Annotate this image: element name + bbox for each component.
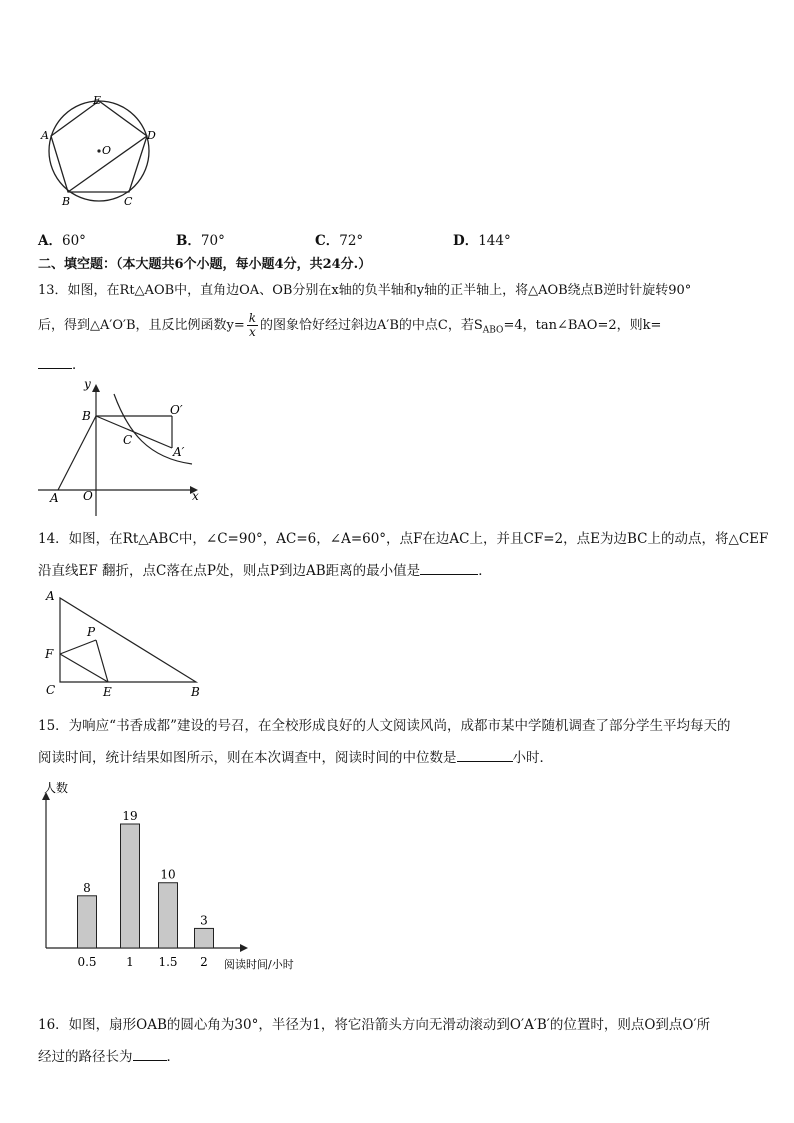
label-a: A	[41, 129, 49, 142]
bar-1	[121, 824, 140, 948]
q13-line2: 后，得到△A′O′B，且反比例函数y= $\frac{k}{x}$ 的图象恰好经过斜边A′B的中点C，若$S_{ABO}=4$，tan∠BAO=2，则k=	[38, 311, 662, 339]
choice-c: C．72°	[315, 233, 364, 249]
label-c: C	[46, 683, 56, 697]
x-tick-label: 0.5	[77, 955, 97, 969]
label-f: F	[45, 647, 54, 661]
label-o: O	[102, 144, 112, 157]
q14-line1: 14．如图，在Rt△ABC中，∠C=90°，AC=6，∠A=60°，点F在边AC上，并且CF=2，点E为边BC上的动点，将△CEF	[38, 531, 769, 547]
triangle-acb	[60, 598, 196, 682]
x-tick-label: 1.5	[158, 955, 178, 969]
label-b: B	[191, 685, 200, 699]
x-tick-label: 1	[126, 955, 134, 969]
bar-0.5	[78, 896, 97, 948]
label-x: x	[192, 489, 199, 503]
label-o-prime: O′	[170, 403, 183, 417]
q15-answer-blank	[457, 749, 513, 762]
segment-fp	[60, 640, 96, 654]
label-e: E	[103, 685, 112, 699]
x-axis-label: 阅读时间/小时	[224, 958, 294, 971]
bar-value-label: 19	[122, 809, 138, 823]
pentagon-circle-figure	[36, 88, 166, 236]
bar-value-label: 8	[83, 880, 91, 895]
label-o: O	[83, 489, 93, 503]
label-c: C	[123, 433, 133, 447]
y-axis-label: 人数	[44, 781, 69, 795]
q13-coordinate-figure	[36, 376, 206, 516]
bar-value-label: 10	[160, 867, 176, 882]
bar-2	[195, 928, 214, 948]
bar-value-label: 3	[200, 913, 208, 928]
label-a: A	[50, 491, 59, 505]
q16-answer-blank	[133, 1048, 167, 1061]
choice-a: A．60°	[38, 233, 86, 249]
label-p: P	[87, 625, 96, 639]
label-e: E	[93, 94, 102, 107]
q13-line1: 13．如图，在Rt△AOB中，直角边OA、OB分别在x轴的负半轴和y轴的正半轴上，将△AOB绕点B逆时针旋转90°	[38, 283, 692, 298]
q14-line2: 沿直线EF 翻折，点C落在点P处，则点P到边AB距离的最小值是 ．	[38, 563, 492, 579]
q14-answer-blank	[420, 562, 478, 575]
choice-d: D．144°	[453, 233, 511, 249]
q14-triangle-figure	[40, 586, 210, 700]
choice-b: B．70°	[176, 233, 225, 249]
bar-1.5	[159, 883, 178, 948]
section2-heading: 二、填空题：（本大题共6个小题，每小题4分，共24分.）	[38, 257, 372, 272]
x-axis-arrow	[240, 944, 248, 952]
label-y: y	[84, 377, 91, 391]
center-point-o	[97, 149, 100, 152]
reading-time-bar-chart	[36, 776, 336, 974]
q13-line3: ．	[38, 356, 86, 374]
label-c: C	[124, 195, 133, 208]
label-a: A	[46, 589, 55, 603]
q16-line2: 经过的路径长为 ．	[38, 1049, 180, 1065]
q13-answer-blank	[38, 356, 72, 369]
label-b: B	[82, 409, 91, 423]
segment-ab	[58, 416, 96, 490]
q15-line1: 15．为响应“书香成都”建设的号召，在全校形成良好的人文阅读风尚，成都市某中学随机调查了部分学生平均每天的	[38, 718, 731, 734]
q15-line2: 阅读时间，统计结果如图所示，则在本次调查中，阅读时间的中位数是 小时．	[38, 750, 553, 766]
label-d: D	[147, 129, 156, 142]
x-tick-label: 2	[200, 955, 208, 969]
label-b: B	[62, 195, 71, 208]
q16-line1: 16．如图，扇形OAB的圆心角为30°，半径为1，将它沿箭头方向无滑动滚动到O′A′B′的位置时，则点O到点O′所	[38, 1017, 711, 1033]
y-axis-arrow	[92, 384, 100, 392]
fraction-k-over-x: $\frac{k}{x}$	[248, 311, 257, 339]
label-a-prime: A′	[173, 445, 185, 459]
